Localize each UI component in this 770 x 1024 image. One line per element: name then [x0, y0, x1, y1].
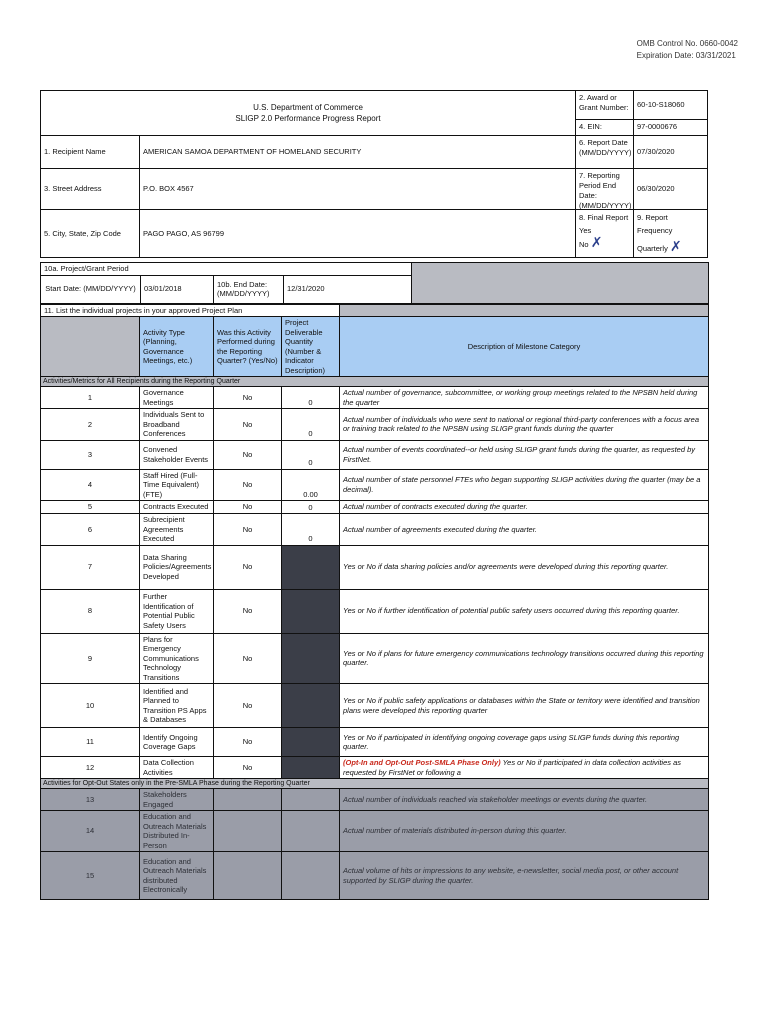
table-row [41, 589, 709, 633]
milestone-description [340, 633, 709, 684]
activity-type: Education and Outreach Materials distributed Electronically [140, 852, 214, 900]
city-label: 5. City, State, Zip Code [40, 209, 140, 258]
deliverable-quantity [282, 545, 340, 589]
performed-value: No [214, 728, 282, 757]
performed-value: No [214, 684, 282, 728]
deliverable-quantity [282, 589, 340, 633]
table-row [41, 633, 709, 684]
table-row [41, 501, 709, 514]
projects-header-row [41, 317, 709, 377]
ein-value: 97-0000676 [633, 119, 708, 136]
row-number: 11 [41, 728, 140, 757]
row-number: 15 [41, 852, 140, 900]
activity-type: Plans for Emergency Communications Technology Transitions [140, 633, 214, 684]
row-number: 14 [41, 811, 140, 852]
performed-value: No [214, 469, 282, 501]
performed-value: No [214, 545, 282, 589]
milestone-description [340, 387, 709, 409]
row-number: 4 [41, 469, 140, 501]
description-text: Yes or No if plans for future emergency communications technology transitions occurred during this reporting quarter. [343, 648, 704, 668]
deliverable-quantity: 0 [282, 514, 340, 546]
phase-note: (Opt-In and Opt-Out Post-SMLA Phase Only) [343, 758, 501, 767]
description-text: Yes or No if participated in data collection activities as requested by FirstNet or following a [343, 758, 682, 777]
deliverable-quantity: 0 [282, 440, 340, 469]
row-number: 9 [41, 633, 140, 684]
activity-type: Identified and Planned to Transition PS Apps & Databases [140, 684, 214, 728]
col-deliverable-header: Project Deliverable Quantity (Number & Indicator Description) [282, 317, 340, 377]
progress-report-form [40, 90, 708, 900]
row-number: 7 [41, 545, 140, 589]
omb-control-number: OMB Control No. 0660-0042 [636, 39, 738, 48]
description-text: Actual number of individuals who were sent to national or regional third-party conferences with a focus area or training track related to the NPSBN using SLIGP grant funds during the quarter [343, 414, 700, 434]
performed-value: No [214, 440, 282, 469]
row-number: 8 [41, 589, 140, 633]
description-text: Actual number of agreements executed during the quarter. [343, 524, 538, 534]
milestone-description: Actual number of individuals reached via stakeholder meetings or events during the quarter. [340, 789, 709, 811]
activity-type: Contracts Executed [140, 501, 214, 514]
table-row [41, 469, 709, 501]
performed-value: No [214, 409, 282, 441]
deliverable-quantity [282, 852, 340, 900]
activity-type: Subrecipient Agreements Executed [140, 514, 214, 546]
department-name: U.S. Department of Commerce [253, 103, 363, 112]
milestone-description [340, 757, 709, 779]
performed-value: No [214, 387, 282, 409]
checkmark-icon: ✗ [669, 239, 682, 255]
col-performed-header: Was this Activity Performed during the Reporting Quarter? (Yes/No) [214, 317, 282, 377]
projects-section-filler [340, 304, 709, 317]
row-number: 1 [41, 387, 140, 409]
description-text: Actual number of events coordinated--or held using SLIGP grant funds during the quarter, as requested by FirstNet. [343, 445, 696, 464]
all-recipients-section-label: Activities/Metrics for All Recipients during the Reporting Quarter [41, 377, 709, 387]
description-text: Actual number of governance, subcommittee, or working group meetings related to the NPSBN held during the quarter [343, 388, 698, 407]
milestone-description [340, 514, 709, 546]
activity-type: Convened Stakeholder Events [140, 440, 214, 469]
milestone-description [340, 684, 709, 728]
street-label: 3. Street Address [40, 168, 140, 210]
table-row [41, 545, 709, 589]
milestone-description [340, 440, 709, 469]
activity-type: Individuals Sent to Broadband Conferences [140, 409, 214, 441]
description-text: Actual number of state personnel FTEs who began supporting SLIGP activities during the quarter (may be a decimal). [343, 475, 701, 494]
activity-type: Data Collection Activities [140, 757, 214, 779]
final-report-label: 8. Final Report [579, 213, 629, 222]
projects-section-label: 11. List the individual projects in your approved Project Plan [41, 304, 340, 317]
table-row [41, 409, 709, 441]
frequency-label: 9. Report Frequency [637, 213, 673, 235]
row-number: 6 [41, 514, 140, 546]
milestone-description: Actual number of materials distributed in-person during this quarter. [340, 811, 709, 852]
table-row [41, 514, 709, 546]
table-row [41, 728, 709, 757]
milestone-description [340, 728, 709, 757]
omb-expiration: Expiration Date: 03/31/2021 [636, 51, 736, 60]
description-text: Yes or No if participated in identifying ongoing coverage gaps using SLIGP funds during this reporting quarter. [343, 732, 680, 751]
projects-table [40, 304, 709, 901]
performed-value: No [214, 589, 282, 633]
milestone-description [340, 545, 709, 589]
award-label: 2. Award or Grant Number: [575, 90, 634, 120]
activity-type: Data Sharing Policies/Agreements Developed [140, 545, 214, 589]
activity-type: Stakeholders Engaged [140, 789, 214, 811]
table-row [41, 811, 709, 852]
deliverable-quantity [282, 728, 340, 757]
row-number: 3 [41, 440, 140, 469]
final-no-option: No ✗ [579, 235, 603, 251]
checkmark-icon: ✗ [590, 235, 603, 251]
performed-value [214, 852, 282, 900]
deliverable-quantity: 0 [282, 501, 340, 514]
description-text: Yes or No if data sharing policies and/or agreements were developed during this reporting quarter. [343, 562, 669, 572]
ein-label: 4. EIN: [575, 119, 634, 136]
deliverable-quantity: 0 [282, 409, 340, 441]
report-date-label: 6. Report Date (MM/DD/YYYY) [575, 135, 634, 169]
end-date-label: 10b. End Date: (MM/DD/YYYY) [214, 275, 284, 303]
row-number: 5 [41, 501, 140, 514]
omb-notice [637, 38, 738, 62]
deliverable-quantity [282, 633, 340, 684]
row-number: 12 [41, 757, 140, 779]
deliverable-quantity [282, 757, 340, 779]
col-description-header: Description of Milestone Category [340, 317, 709, 377]
start-date-label: Start Date: (MM/DD/YYYY) [41, 275, 141, 303]
reporting-period-value: 06/30/2020 [633, 168, 708, 210]
activity-type: Further Identification of Potential Public Safety Users [140, 589, 214, 633]
table-row [41, 757, 709, 779]
deliverable-quantity: 0 [282, 387, 340, 409]
table-row [41, 387, 709, 409]
recipient-label: 1. Recipient Name [40, 135, 140, 169]
city-value: PAGO PAGO, AS 96799 [139, 209, 576, 258]
deliverable-quantity: 0.00 [282, 469, 340, 501]
reporting-period-label: 7. Reporting Period End Date: (MM/DD/YYYY) [575, 168, 634, 210]
description-text: Yes or No if public safety applications or databases within the State or territory were identified and transition plans were developed this reporting quarter [343, 696, 700, 715]
report-date-value: 07/30/2020 [633, 135, 708, 169]
performed-value: No [214, 514, 282, 546]
milestone-description [340, 469, 709, 501]
milestone-description [340, 501, 709, 514]
performed-value: No [214, 501, 282, 514]
recipient-value: AMERICAN SAMOA DEPARTMENT OF HOMELAND SECURITY [139, 135, 576, 169]
table-row [41, 789, 709, 811]
end-date-value: 12/31/2020 [284, 275, 412, 303]
activity-type: Staff Hired (Full-Time Equivalent)(FTE) [140, 469, 214, 501]
header-blank [41, 317, 140, 377]
report-header [40, 90, 708, 262]
performed-value [214, 789, 282, 811]
col-activity-header: Activity Type (Planning, Governance Meetings, etc.) [140, 317, 214, 377]
table-row [41, 852, 709, 900]
final-yes-option: Yes [579, 225, 592, 235]
frequency-cell [633, 209, 708, 258]
performed-value: No [214, 757, 282, 779]
milestone-description [340, 409, 709, 441]
deliverable-quantity [282, 811, 340, 852]
row-number: 10 [41, 684, 140, 728]
description-text: Actual number of contracts executed during the quarter. [343, 502, 528, 512]
start-date-value: 03/01/2018 [141, 275, 214, 303]
frequency-value: Quarterly ✗ [637, 239, 682, 255]
final-report-cell [575, 209, 634, 258]
optout-section-label: Activities for Opt-Out States only in the Pre-SMLA Phase during the Reporting Quarter [41, 779, 709, 789]
street-value: P.O. BOX 4567 [139, 168, 576, 210]
grant-period-section-label: 10a. Project/Grant Period [41, 263, 412, 276]
table-row [41, 684, 709, 728]
table-row [41, 440, 709, 469]
activity-type: Identify Ongoing Coverage Gaps [140, 728, 214, 757]
performed-value: No [214, 633, 282, 684]
row-number: 2 [41, 409, 140, 441]
activity-type: Governance Meetings [140, 387, 214, 409]
description-text: Yes or No if further identification of potential public safety users occurred during this reporting quarter. [343, 606, 680, 616]
report-title-block [40, 90, 576, 136]
deliverable-quantity [282, 684, 340, 728]
row-number: 13 [41, 789, 140, 811]
activity-type: Education and Outreach Materials Distributed In-Person [140, 811, 214, 852]
grant-period-table [40, 262, 709, 304]
award-value: 60-10-S18060 [633, 90, 708, 120]
milestone-description [340, 589, 709, 633]
deliverable-quantity [282, 789, 340, 811]
grant-period-filler [412, 263, 709, 304]
performed-value [214, 811, 282, 852]
report-title: SLIGP 2.0 Performance Progress Report [235, 114, 381, 123]
milestone-description: Actual volume of hits or impressions to any website, e-newsletter, social media post, or other account supported by SLIGP during the quarter. [340, 852, 709, 900]
